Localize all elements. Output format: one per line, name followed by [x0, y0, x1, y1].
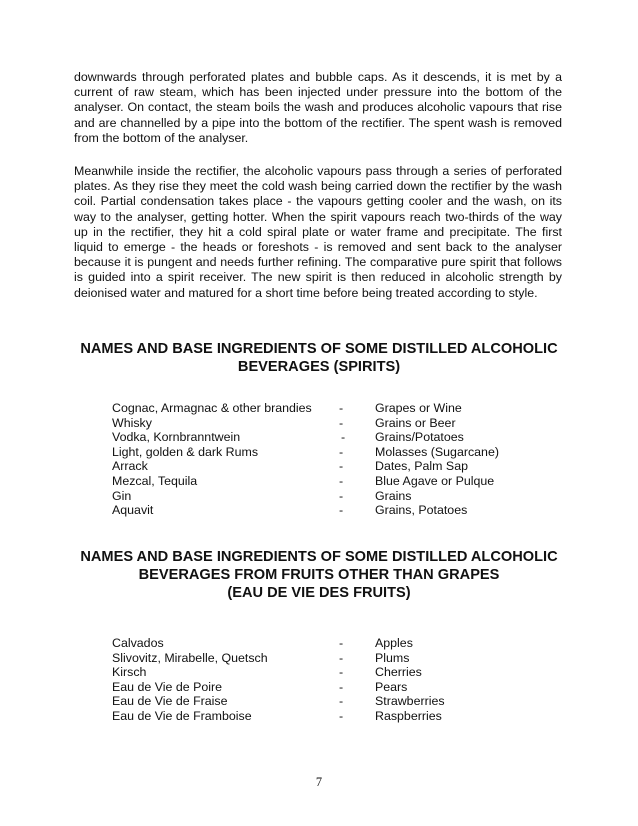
section-heading-spirits — [70, 340, 568, 376]
list-item — [112, 709, 512, 724]
heading-line: NAMES AND BASE INGREDIENTS OF SOME DISTILLED ALCOHOLIC — [80, 549, 558, 565]
base-ingredient: Blue Agave or Pulque — [375, 473, 495, 488]
separator-dash: - — [339, 444, 344, 459]
separator-dash: - — [339, 503, 344, 518]
list-item — [112, 474, 512, 489]
separator-dash: - — [339, 415, 344, 430]
page-number: 7 — [315, 775, 323, 789]
list-item — [112, 651, 512, 666]
beverage-name: Eau de Vie de Fraise — [112, 694, 228, 709]
base-ingredient: Grapes or Wine — [375, 401, 462, 415]
list-item — [112, 636, 512, 651]
spirits-ingredient-list — [112, 401, 512, 518]
list-item — [112, 503, 512, 518]
beverage-name: Light, golden & dark Rums — [112, 444, 259, 459]
beverage-name: Eau de Vie de Framboise — [112, 708, 252, 723]
separator-dash: - — [339, 694, 344, 709]
separator-dash: - — [339, 473, 344, 488]
heading-line: NAMES AND BASE INGREDIENTS OF SOME DISTILLED ALCOHOLIC — [80, 341, 558, 357]
beverage-name: Calvados — [112, 636, 164, 650]
list-item — [112, 680, 512, 695]
list-item — [112, 416, 512, 431]
list-item — [112, 430, 512, 445]
beverage-name: Eau de Vie de Poire — [112, 679, 222, 694]
base-ingredient: Apples — [375, 636, 413, 650]
base-ingredient: Molasses (Sugarcane) — [375, 444, 499, 459]
beverage-name: Mezcal, Tequila — [112, 473, 198, 488]
base-ingredient: Raspberries — [375, 708, 442, 723]
heading-line: BEVERAGES (SPIRITS) — [237, 359, 401, 375]
separator-dash: - — [339, 401, 344, 415]
separator-dash: - — [341, 430, 346, 445]
base-ingredient: Grains, Potatoes — [375, 503, 468, 518]
heading-line: (EAU DE VIE DES FRUITS) — [227, 585, 411, 601]
list-item — [112, 694, 512, 709]
list-item — [112, 665, 512, 680]
separator-dash: - — [339, 636, 344, 650]
separator-dash: - — [339, 488, 344, 503]
beverage-name: Kirsch — [112, 665, 147, 680]
separator-dash: - — [339, 459, 344, 474]
base-ingredient: Pears — [375, 679, 408, 694]
beverage-name: Vodka, Kornbranntwein — [112, 430, 241, 445]
separator-dash: - — [339, 708, 344, 723]
beverage-name: Slivovitz, Mirabelle, Quetsch — [112, 650, 268, 665]
list-item — [112, 489, 512, 504]
separator-dash: - — [339, 679, 344, 694]
section-heading-fruit-spirits — [70, 548, 568, 602]
list-item — [112, 401, 512, 416]
list-item — [112, 445, 512, 460]
separator-dash: - — [339, 665, 344, 680]
body-paragraph-rectifier: Meanwhile inside the rectifier, the alcoholic vapours pass through a series of perforated plates. As they rise they meet the cold wash being carried down the rectifier by the wash coil. Partial condensation takes place - the vapours getting cooler and the wash, on its way to the analyser, getting hotter. When the spirit vapours reach two-thirds of the way up in the rectifier, they hit a cold spiral plate or water frame and precipitate. The first liquid to emerge - the heads or foreshots - is removed and sent back to the analyser because it is pungent and needs further refining. The comparative pure spirit that follows is guided into a spirit receiver. The new spirit is then reduced in alcoholic strength by deionised water and matured for a short time before being treated according to style. — [74, 164, 562, 300]
separator-dash: - — [339, 650, 344, 665]
base-ingredient: Plums — [375, 650, 410, 665]
heading-line: BEVERAGES FROM FRUITS OTHER THAN GRAPES — [138, 567, 500, 583]
beverage-name: Arrack — [112, 459, 148, 474]
beverage-name: Cognac, Armagnac & other brandies — [112, 401, 312, 415]
beverage-name: Aquavit — [112, 503, 154, 518]
beverage-name: Whisky — [112, 415, 152, 430]
base-ingredient: Dates, Palm Sap — [375, 459, 468, 474]
body-paragraph-analyser: downwards through perforated plates and bubble caps. As it descends, it is met by a current of raw steam, which has been injected under pressure into the bottom of the analyser. On contact, the steam boils the wash and produces alcoholic vapours that rise and are channelled by a pipe into the bottom of the rectifier. The spent wash is removed from the bottom of the analyser. — [74, 70, 562, 145]
base-ingredient: Grains/Potatoes — [375, 430, 464, 445]
fruit-spirits-ingredient-list — [112, 636, 512, 724]
list-item — [112, 459, 512, 474]
base-ingredient: Grains — [375, 488, 412, 503]
base-ingredient: Cherries — [375, 665, 422, 680]
base-ingredient: Strawberries — [375, 694, 445, 709]
beverage-name: Gin — [112, 488, 132, 503]
base-ingredient: Grains or Beer — [375, 415, 456, 430]
